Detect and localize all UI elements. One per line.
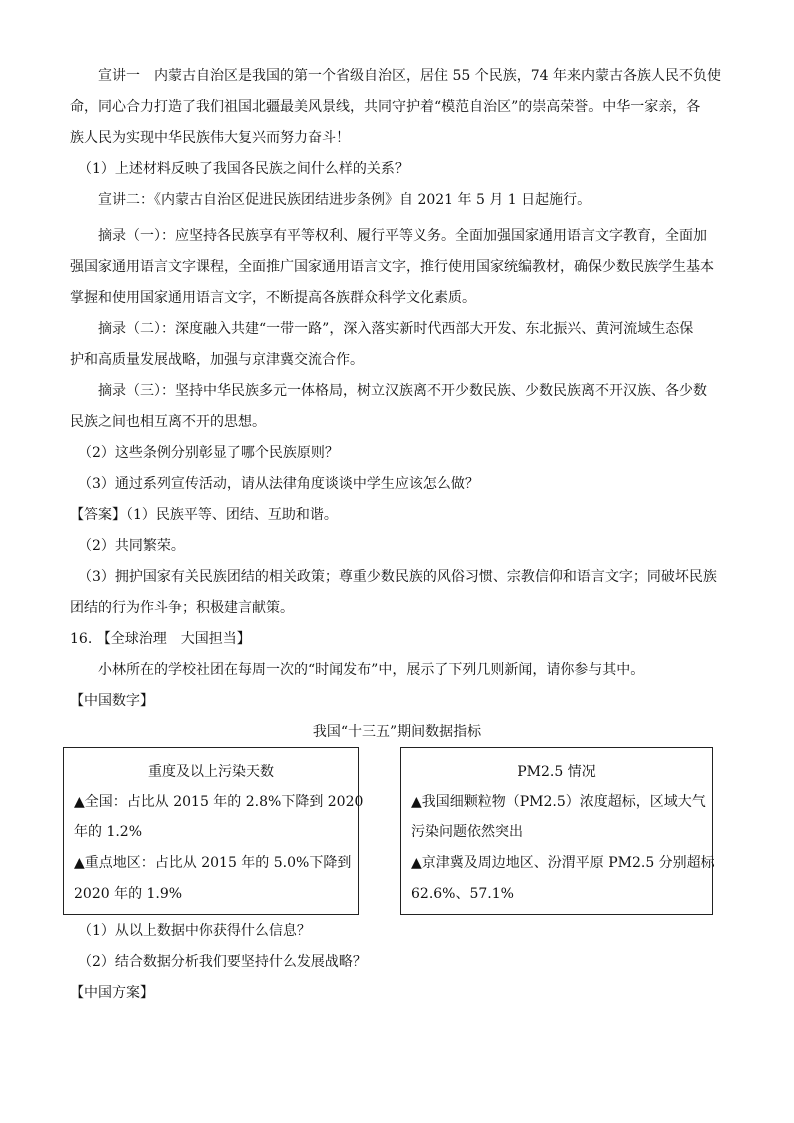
section-16-heading: 16. 【全球治理 大国担当】	[70, 631, 251, 647]
answer-line: （3）拥护国家有关民族团结的相关政策；尊重少数民族的风俗习惯、宗教信仰和语言文字；同破坏民族	[78, 569, 717, 585]
box-line: 污染问题依然突出	[411, 824, 523, 840]
paragraph-line: 掌握和使用国家通用语言文字，不断提高各族群众科学文化素质。	[70, 290, 476, 306]
paragraph-line: 宣讲一 内蒙古自治区是我国的第一个省级自治区，居住 55 个民族，74 年来内蒙古各族人民不负使	[98, 68, 721, 84]
paragraph-line: 强国家通用语言文字课程，全面推广国家通用语言文字，推行使用国家统编教材，确保少数民族学生基本	[70, 259, 714, 275]
paragraph-line: 命，同心合力打造了我们祖国北疆最美风景线，共同守护着“模范自治区”的崇高荣誉。中华一家亲，各	[70, 99, 701, 115]
paragraph-line: 摘录（二）：深度融入共建“一带一路”，深入落实新时代西部大开发、东北振兴、黄河流域生态保	[98, 321, 694, 337]
answer-line: 团结的行为作斗争；积极建言献策。	[70, 600, 294, 616]
box-line: 62.6%、57.1%	[411, 886, 514, 902]
data-box-pm25	[400, 747, 713, 915]
box-line: 年的 1.2%	[74, 824, 143, 840]
question-16-2: （2）结合数据分析我们要坚持什么发展战略？	[78, 954, 367, 970]
data-box-pollution-days	[63, 747, 364, 915]
subsection-heading: 【中国数字】	[70, 693, 154, 709]
answer-line: （2）共同繁荣。	[78, 538, 185, 554]
box-line: 2020 年的 1.9%	[74, 886, 183, 902]
question-2: （2）这些条例分别彰显了哪个民族原则？	[78, 445, 339, 461]
paragraph-line: 摘录（三）：坚持中华民族多元一体格局，树立汉族离不开少数民族、少数民族离不开汉族、各少数	[98, 383, 707, 399]
question-1: （1）上述材料反映了我国各民族之间什么样的关系？	[78, 161, 409, 177]
box-title: 重度及以上污染天数	[148, 764, 274, 780]
answer-line: 【答案】（1）民族平等、团结、互助和谐。	[70, 507, 338, 523]
paragraph-line: 宣讲二：《内蒙古自治区促进民族团结进步条例》自 2021 年 5 月 1 日起施行。	[98, 192, 592, 208]
question-16-1: （1）从以上数据中你获得什么信息？	[78, 923, 311, 939]
box-title: PM2.5 情况	[517, 764, 596, 780]
paragraph-line: 摘录（一）：应坚持各民族享有平等权利、履行平等义务。全面加强国家通用语言文字教育，全面加	[98, 228, 707, 244]
table-title: 我国“十三五”期间数据指标	[312, 724, 482, 740]
box-line: ▲京津冀及周边地区、汾渭平原 PM2.5 分别超标	[411, 855, 715, 871]
paragraph-line: 族人民为实现中华民族伟大复兴而努力奋斗！	[70, 130, 350, 146]
subsection-heading: 【中国方案】	[70, 985, 154, 1001]
section-16-intro: 小林所在的学校社团在每周一次的“时闻发布”中，展示了下列几则新闻，请你参与其中。	[98, 662, 645, 678]
box-line: ▲全国：占比从 2015 年的 2.8%下降到 2020	[74, 794, 364, 810]
paragraph-line: 民族之间也相互离不开的思想。	[70, 414, 266, 430]
question-3: （3）通过系列宣传活动，请从法律角度谈谈中学生应该怎么做？	[78, 476, 479, 492]
box-line: ▲重点地区：占比从 2015 年的 5.0%下降到	[74, 855, 352, 871]
paragraph-line: 护和高质量发展战略，加强与京津冀交流合作。	[70, 352, 364, 368]
box-line: ▲我国细颗粒物（PM2.5）浓度超标，区域大气	[411, 794, 706, 810]
